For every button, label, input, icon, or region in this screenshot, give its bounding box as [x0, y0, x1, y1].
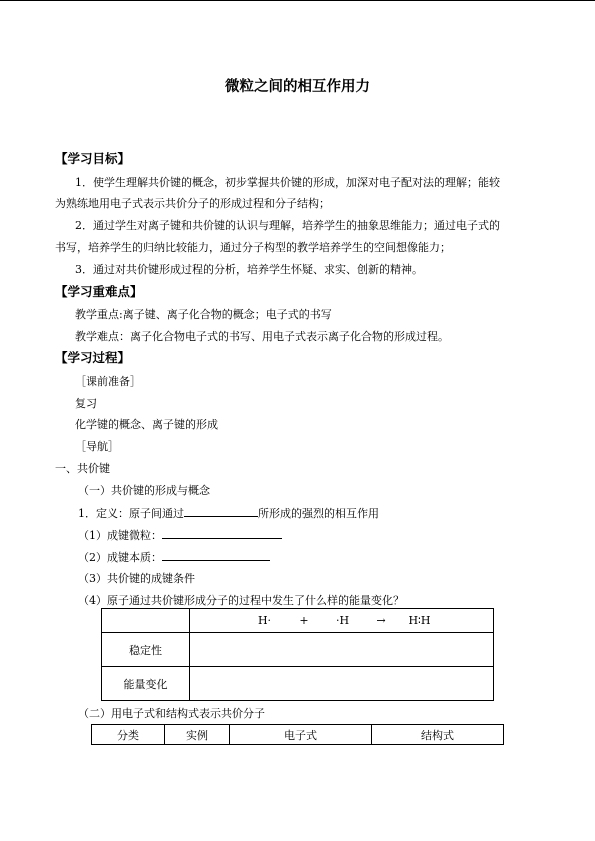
eq-right-atom: ·H [335, 614, 350, 627]
question-2: （2）成键本质： [78, 551, 162, 564]
key-points-heading: 【学习重难点】 [55, 284, 143, 299]
question-2-line [78, 550, 270, 565]
review-label: 复习 [75, 397, 97, 410]
eq-product: H∶H [408, 614, 431, 627]
stability-answer-cell[interactable] [190, 633, 494, 667]
objective-2-line-1: 2．通过学生对离子键和共价键的认识与理解，培养学生的抽象思维能力；通过电子式的 [75, 219, 500, 232]
definition-blank[interactable] [184, 506, 258, 517]
definition-suffix: 所形成的强烈的相互作用 [258, 507, 379, 520]
objective-1-line-1: 1．使学生理解共价键的概念，初步掌握共价键的形成，加深对电子配对法的理解；能较 [75, 176, 500, 189]
eq-plus: + [299, 614, 309, 627]
energy-change-table [101, 608, 494, 701]
eq-arrow: → [376, 614, 386, 627]
question-3: （3）共价键的成键条件 [78, 572, 195, 585]
covalent-molecule-table [91, 724, 504, 745]
teaching-focus: 教学重点:离子键、离子化合物的概念；电子式的书写 [75, 308, 332, 321]
hydrogen-equation-cell [190, 609, 494, 633]
question-4: （4）原子通过共价键形成分子的过程中发生了什么样的能量变化？ [78, 594, 404, 607]
energy-change-label: 能量变化 [102, 667, 190, 701]
page-title: 微粒之间的相互作用力 [225, 79, 370, 95]
prep-label: ［课前准备］ [75, 375, 141, 388]
objective-3: 3．通过对共价键形成过程的分析，培养学生怀疑、求实、创新的精神。 [75, 263, 423, 276]
question-1: （1）成键微粒： [78, 529, 162, 542]
header-electron-formula: 电子式 [230, 725, 372, 745]
header-example: 实例 [165, 725, 230, 745]
subsection-electron-formula: （二）用电子式和结构式表示共价分子 [78, 707, 265, 720]
process-heading: 【学习过程】 [55, 350, 131, 365]
definition-prefix: 1．定义：原子间通过 [78, 507, 184, 520]
table1-corner-cell [102, 609, 190, 633]
subsection-formation: （一）共价键的形成与概念 [78, 484, 210, 497]
header-structural-formula: 结构式 [372, 725, 504, 745]
energy-change-answer-cell[interactable] [190, 667, 494, 701]
definition-line [78, 506, 379, 521]
section-covalent-bond: 一、共价键 [55, 462, 110, 475]
bond-nature-blank[interactable] [162, 550, 270, 561]
header-category: 分类 [92, 725, 165, 745]
objective-1-line-2: 为熟练地用电子式表示共价分子的形成过程和分子结构； [55, 197, 330, 210]
eq-left-atom: H· [257, 614, 272, 627]
teaching-difficulty: 教学难点：离子化合物电子式的书写、用电子式表示离子化合物的形成过程。 [75, 330, 449, 343]
review-topic: 化学键的概念、离子键的形成 [75, 418, 218, 431]
objective-2-line-2: 书写，培养学生的归纳比较能力，通过分子构型的教学培养学生的空间想像能力； [55, 241, 451, 254]
question-1-line [78, 528, 282, 543]
top-border-line [0, 0, 595, 1]
objectives-heading: 【学习目标】 [55, 151, 131, 166]
stability-label: 稳定性 [102, 633, 190, 667]
bonding-particles-blank[interactable] [162, 528, 282, 539]
guide-label: ［导航］ [75, 440, 119, 453]
